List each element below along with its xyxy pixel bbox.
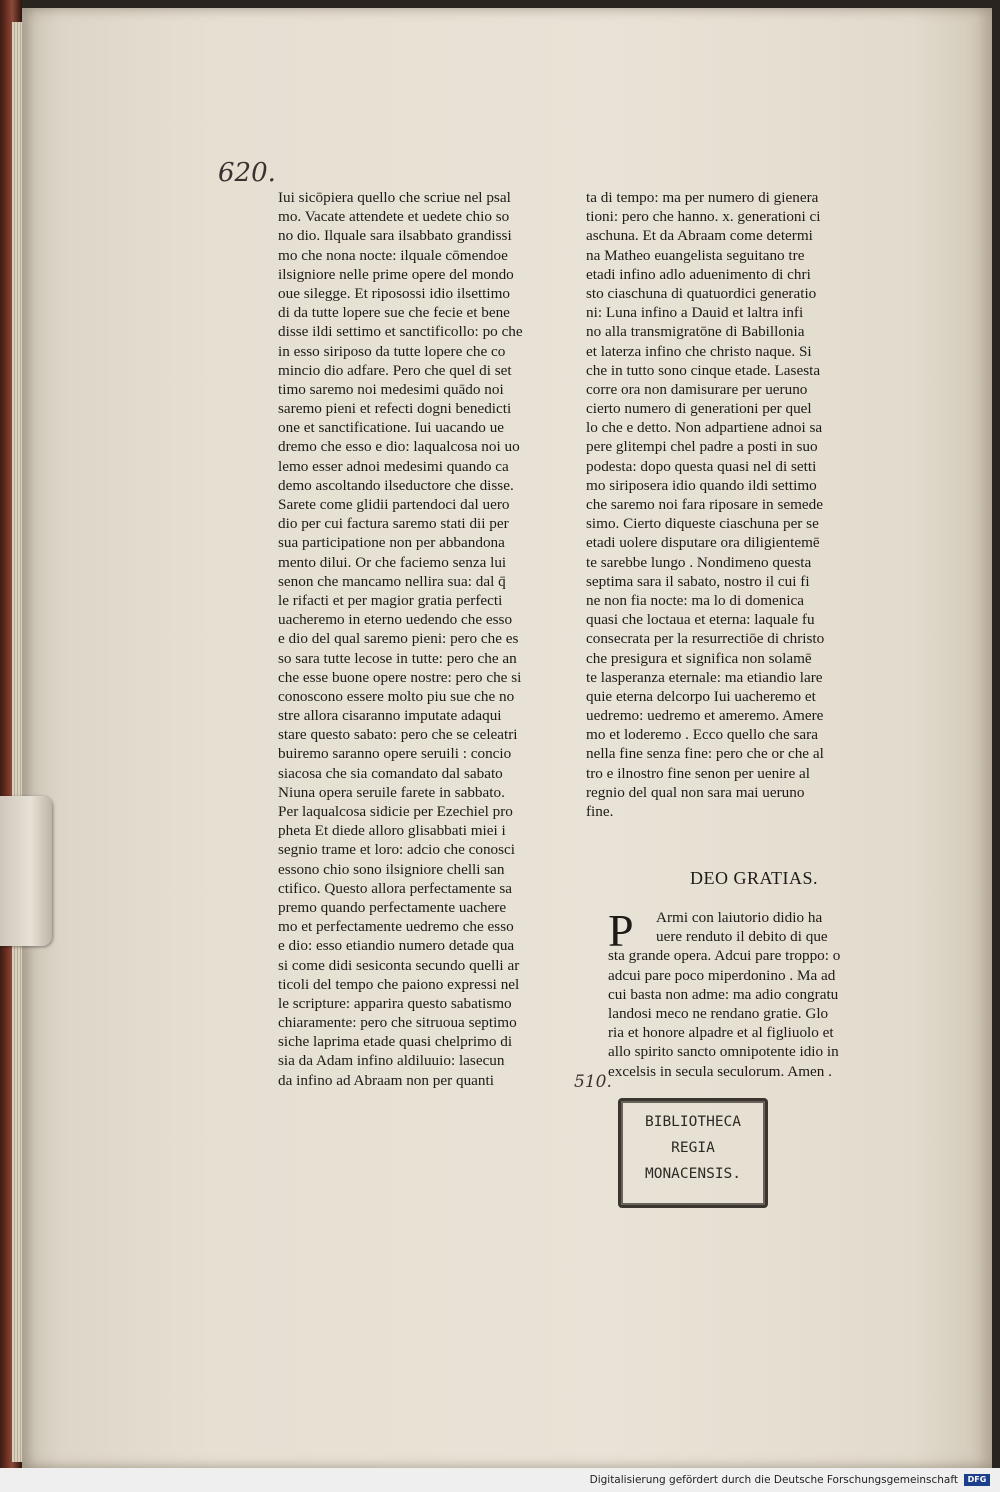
text-line: oue silegge. Et riposossi idio ilsettimo: [278, 284, 511, 302]
text-line: in esso siriposo da tutte lopere che co: [278, 342, 506, 360]
text-line: uacheremo in eterno uedendo che esso: [278, 611, 513, 629]
text-line: quasi che loctaua et eterna: laquale fu: [586, 611, 815, 629]
text-line: senon che mancamo nellira sua: dal q̄: [278, 572, 506, 590]
text-line: e dio del qual saremo pieni: pero che es: [278, 630, 519, 648]
text-line: conoscono essere molto piu sue che no: [278, 687, 515, 705]
text-line: segnio trame et loro: adcio che conosci: [278, 841, 516, 859]
text-line: fine.: [586, 803, 614, 820]
text-line: mincio dio adfare. Pero che quel di set: [278, 361, 512, 379]
text-line: ria et honore alpadre et al figliuolo et: [608, 1024, 834, 1042]
text-line: ta di tempo: ma per numero di gienera: [586, 189, 819, 206]
text-line: Sarete come glidii partendoci dal uero: [278, 496, 510, 513]
text-line: Per laqualcosa sidicie per Ezechiel pro: [278, 803, 513, 820]
text-line: ticoli del tempo che paiono expressi nel: [278, 975, 520, 993]
text-line: mento dilui. Or che faciemo senza lui: [278, 553, 507, 571]
text-line: dremo che esso e dio: laqualcosa noi uo: [278, 438, 520, 456]
text-line: so sara tutte lecose in tutte: pero che an: [278, 649, 517, 667]
text-line: lo che e detto. Non adpartiene adnoi sa: [586, 419, 823, 437]
text-line: uedremo: uedremo et ameremo. Amere: [586, 707, 824, 725]
text-line: timo saremo noi medesimi quādo noi: [278, 380, 504, 398]
text-column-right: [586, 188, 886, 821]
text-line: lemo esser adnoi medesimi quando ca: [278, 457, 509, 475]
text-line: di da tutte lopere sue che fecie et bene: [278, 304, 510, 322]
stamp-line: REGIA: [671, 1140, 715, 1156]
folio-number: 620.: [218, 158, 276, 188]
text-line: stre allora cisaranno imputate adaqui: [278, 707, 502, 725]
text-line: che saremo noi fara riposare in semede: [586, 496, 823, 513]
text-line: consecrata per la resurrectiōe di christo: [586, 630, 825, 648]
text-line: le scripture: apparira questo sabatismo: [278, 994, 512, 1012]
text-line: aschuna. Et da Abraam come determi: [586, 227, 813, 245]
text-line: one et sanctificatione. Iui uacando ue: [278, 419, 505, 437]
text-line: stare questo sabato: pero che se celeatri: [278, 726, 518, 744]
text-line: Niuna opera seruile farete in sabbato.: [278, 783, 505, 801]
text-line: che in tutto sono cinque etade. Lasesta: [586, 361, 821, 379]
text-line: ne non fia nocte: ma lo di domenica: [586, 591, 805, 609]
text-line: le rifacti et per magior gratia perfecti: [278, 591, 503, 609]
text-line: da infino ad Abraam non per quanti: [278, 1071, 494, 1089]
text-line: corre ora non damisurare per ueruno: [586, 380, 808, 398]
signature-mark: 510.: [574, 1072, 612, 1092]
text-line: ilsigniore nelle prime opere del mondo: [278, 265, 514, 283]
text-line: nella fine senza fine: pero che or che al: [586, 745, 824, 763]
text-line: ctifico. Questo allora perfectamente sa: [278, 879, 513, 897]
text-line: regnio del qual non sara mai ueruno: [586, 783, 805, 801]
text-line: mo siriposera idio quando ildi settimo: [586, 476, 817, 494]
text-line: ni: Luna infino a Dauid et laltra infi: [586, 304, 804, 322]
text-line: uere renduto il debito di que: [656, 928, 828, 946]
text-line: e dio: esso etiandio numero detade qua: [278, 937, 515, 955]
text-line: landosi meco ne rendano gratie. Glo: [608, 1004, 829, 1022]
text-line: siche laprima etade quasi chelprimo di: [278, 1033, 513, 1051]
text-line: pere glitempi chel padre a posti in suo: [586, 438, 818, 456]
text-line: cierto numero di generationi per quel: [586, 400, 812, 418]
text-line: mo et perfectamente uedremo che esso: [278, 918, 514, 936]
stamp-line: MONACENSIS.: [644, 1166, 742, 1182]
text-line: cui basta non adme: ma adio congratu: [608, 985, 839, 1003]
text-line: dio per cui factura saremo stati dii per: [278, 515, 509, 533]
text-line: mo. Vacate attendete et uedete chio so: [278, 208, 510, 226]
text-line: sia da Adam infino aldiluuio: lasecun: [278, 1052, 505, 1070]
text-column-left: [278, 188, 568, 1090]
text-line: septima sara il sabato, nostro il cui fi: [586, 572, 810, 590]
text-line: sua participatione non per abbandona: [278, 534, 505, 552]
text-line: Iui sicōpiera quello che scriue nel psal: [278, 189, 511, 206]
text-line: pheta Et diede alloro glisabbati miei i: [278, 822, 506, 840]
text-line: che presigura et significa non solamē: [586, 649, 812, 667]
text-line: no alla transmigratōne di Babillonia: [586, 323, 805, 341]
text-line: quie eterna delcorpo Iui uacheremo et: [586, 687, 816, 705]
colophon-text: [608, 905, 898, 1081]
text-line: excelsis in secula seculorum. Amen .: [608, 1062, 832, 1080]
text-line: si come didi sesiconta secundo quelli ar: [278, 956, 520, 974]
footer-credit: Digitalisierung gefördert durch die Deutsche Forschungsgemeinschaft: [589, 1474, 958, 1486]
text-line: mo che nona nocte: ilquale cōmendoe: [278, 246, 508, 264]
text-line: te lasperanza eternale: ma etiandio lare: [586, 668, 823, 686]
text-line: simo. Cierto diqueste ciaschuna per se: [586, 515, 819, 533]
text-line: podesta: dopo questa quasi nel di setti: [586, 457, 817, 475]
colophon-heading: DEO GRATIAS.: [690, 868, 819, 888]
text-line: mo et loderemo . Ecco quello che sara: [586, 726, 818, 744]
text-line: saremo pieni et refecti dogni benedicti: [278, 400, 512, 418]
text-line: tro e ilnostro fine senon per uenire al: [586, 764, 810, 782]
text-line: na Matheo euangelista seguitano tre: [586, 246, 805, 264]
text-line: adcui pare poco miperdonino . Ma ad: [608, 966, 836, 984]
text-line: demo ascoltando ilseductore che disse.: [278, 476, 514, 494]
text-line: sta grande opera. Adcui pare troppo: o: [608, 947, 841, 965]
decorated-initial: P: [608, 905, 634, 956]
text-line: Armi con laiutorio didio ha: [656, 909, 823, 926]
text-line: et laterza infino che christo naque. Si: [586, 342, 812, 360]
text-line: tioni: pero che hanno. x. generationi ci: [586, 208, 821, 226]
footer-bar: [0, 1468, 1000, 1492]
text-line: disse ildi settimo et sanctificollo: po che: [278, 323, 523, 341]
text-line: allo spirito sancto omnipotente idio in: [608, 1043, 839, 1061]
text-line: premo quando perfectamente uachere: [278, 898, 507, 916]
dfg-logo: DFG: [964, 1474, 990, 1486]
text-line: no dio. Ilquale sara ilsabbato grandissi: [278, 227, 512, 245]
text-line: buiremo saranno opere seruili : concio: [278, 745, 512, 763]
stamp-line: BIBLIOTHECA: [644, 1114, 742, 1130]
library-stamp: [618, 1098, 768, 1208]
text-line: essono chio sono ilsigniore chelli san: [278, 860, 505, 878]
text-line: te sarebbe lungo . Nondimeno questa: [586, 553, 812, 571]
text-line: che esse buone opere nostre: pero che si: [278, 668, 522, 686]
text-line: chiaramente: pero che sitruoua septimo: [278, 1014, 517, 1032]
text-line: etadi uolere disputare ora diligientemē: [586, 534, 820, 552]
page-clip: [0, 796, 52, 946]
text-line: siacosa che sia comandato dal sabato: [278, 764, 503, 782]
text-line: etadi infino adlo aduenimento di chri: [586, 265, 811, 283]
text-line: sto ciaschuna di quatuordici generatio: [586, 284, 817, 302]
book-page: [22, 8, 992, 1468]
